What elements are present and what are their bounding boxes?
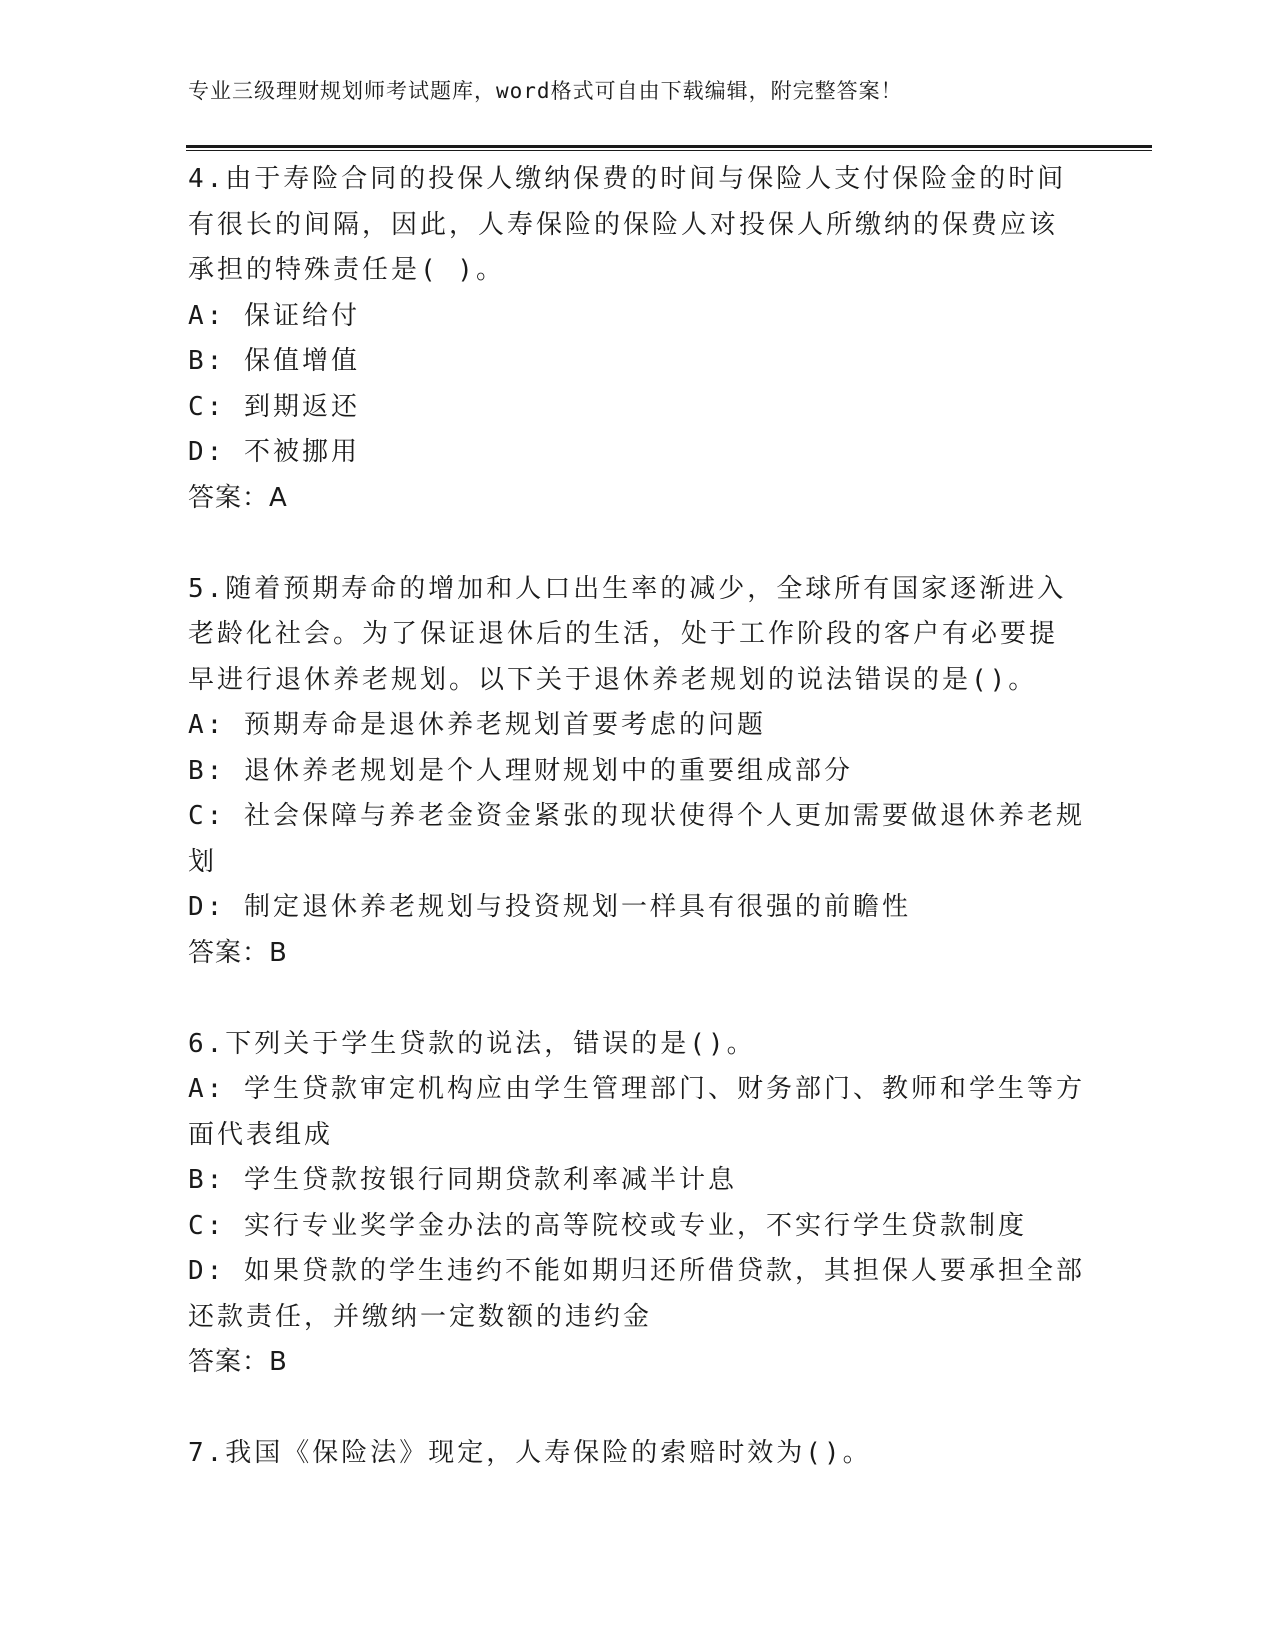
option-d: D: 制定退休养老规划与投资规划一样具有很强的前瞻性 <box>188 892 911 922</box>
option-d: D: 不被挪用 <box>188 437 360 467</box>
question-6 <box>188 1022 1088 1386</box>
question-stem-line: 4.由于寿险合同的投保人缴纳保费的时间与保险人支付保险金的时间 <box>188 164 1067 194</box>
option-a: A: 学生贷款审定机构应由学生管理部门、财务部门、教师和学生等方 <box>188 1074 1085 1104</box>
option-b: B: 学生贷款按银行同期贷款利率减半计息 <box>188 1165 737 1195</box>
question-stem-line: 承担的特殊责任是( )。 <box>188 255 505 285</box>
option-b: B: 退休养老规划是个人理财规划中的重要组成部分 <box>188 755 853 786</box>
answer-label: 答案：B <box>188 1347 288 1377</box>
question-5 <box>188 567 1088 977</box>
question-stem-line: 老龄化社会。为了保证退休后的生活，处于工作阶段的客户有必要提 <box>188 619 1059 649</box>
question-stem-line: 5.随着预期寿命的增加和人口出生率的减少，全球所有国家逐渐进入 <box>188 573 1067 604</box>
spacer <box>188 1386 1088 1432</box>
header-rule-thin <box>186 150 1152 151</box>
question-list <box>188 157 1088 1477</box>
option-c: C: 到期返还 <box>188 391 360 422</box>
option-a-continued: 面代表组成 <box>188 1119 334 1150</box>
spacer <box>188 521 1088 567</box>
option-d: D: 如果贷款的学生违约不能如期归还所借贷款，其担保人要承担全部 <box>188 1256 1085 1286</box>
option-a: A: 预期寿命是退休养老规划首要考虑的问题 <box>188 710 766 740</box>
question-4 <box>188 157 1088 521</box>
answer-label: 答案：B <box>188 937 288 968</box>
question-7 <box>188 1431 1088 1477</box>
question-stem-line: 7.我国《保险法》现定，人寿保险的索赔时效为()。 <box>188 1438 872 1468</box>
answer-label: 答案：A <box>188 482 288 513</box>
question-stem-line: 6.下列关于学生贷款的说法，错误的是()。 <box>188 1028 756 1059</box>
option-d-continued: 还款责任，并缴纳一定数额的违约金 <box>188 1301 653 1332</box>
option-c: C: 社会保障与养老金资金紧张的现状使得个人更加需要做退休养老规 <box>188 801 1085 831</box>
option-c: C: 实行专业奖学金办法的高等院校或专业，不实行学生贷款制度 <box>188 1210 1027 1241</box>
option-c-continued: 划 <box>188 846 218 877</box>
spacer <box>188 976 1088 1022</box>
option-b: B: 保值增值 <box>188 346 360 376</box>
option-a: A: 保证给付 <box>188 300 360 331</box>
question-stem-line: 有很长的间隔，因此，人寿保险的保险人对投保人所缴纳的保费应该 <box>188 209 1059 240</box>
document-header: 专业三级理财规划师考试题库，word格式可自由下载编辑，附完整答案！ <box>188 79 903 103</box>
header-rule-thick <box>186 145 1152 148</box>
question-stem-line: 早进行退休养老规划。以下关于退休养老规划的说法错误的是()。 <box>188 664 1038 695</box>
